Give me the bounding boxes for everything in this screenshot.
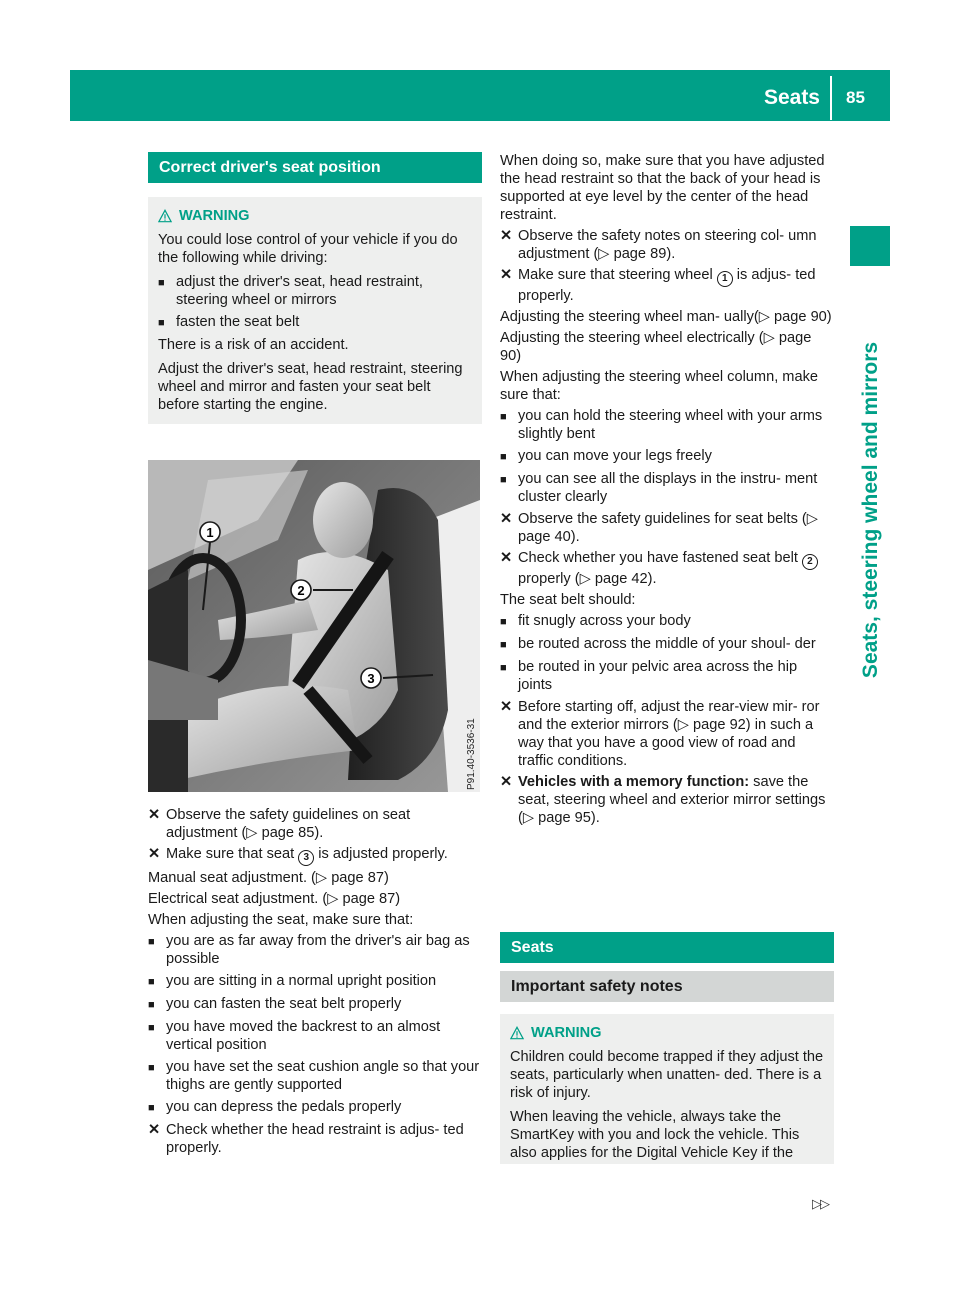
wheel-manual-ref: Adjusting the steering wheel man- ually(▷ page 90)	[500, 309, 832, 325]
action-step: ✕ Observe the safety guidelines on seat adjustment (▷ page 85).	[148, 807, 411, 841]
section-title-seats: Seats	[500, 932, 834, 963]
when-adjusting-seat: When adjusting the seat, make sure that:	[148, 912, 414, 928]
action-step: ✕ Observe the safety guidelines for seat belts (▷ page 40).	[500, 511, 819, 545]
head-restraint-note: When doing so, make sure that you have adjusted the head restraint so that the back of your head is supported at eye level by the center of the head restraint.	[500, 153, 825, 223]
next-page-arrows: ▷▷	[812, 1196, 828, 1211]
list-item: ■ you can hold the steering wheel with your arms slightly bent	[500, 408, 823, 442]
left-column	[148, 152, 482, 424]
list-item: ■ you can see all the displays in the instru- ment cluster clearly	[500, 471, 818, 505]
right-column	[500, 152, 834, 830]
list-item: ■ you can fasten the seat belt properly	[148, 996, 402, 1012]
action-step: ✕ Before starting off, adjust the rear-view mir- ror and the exterior mirrors (▷ page 92) in such a way that you have a good view of road and traffic conditions.	[500, 699, 820, 769]
belt-should: The seat belt should:	[500, 592, 636, 608]
section-title-driver-seat: Correct driver's seat position	[148, 152, 482, 183]
action-step: ✕ Observe the safety notes on steering col- umn adjustment (▷ page 89).	[500, 228, 817, 262]
warning-label: WARNING	[179, 208, 250, 224]
list-item: ■ fit snugly across your body	[500, 613, 691, 629]
list-item: ■ be routed in your pelvic area across the hip joints	[500, 659, 798, 693]
list-item: ■ adjust the driver's seat, head restraint, steering wheel or mirrors	[158, 274, 423, 308]
header-section-title: Seats	[763, 86, 820, 109]
seats-section	[500, 932, 834, 1164]
warning-heading	[510, 1024, 824, 1042]
callout-ref-1: 1	[717, 271, 733, 287]
action-step: ✕ Make sure that steering wheel 1 is adjus- ted properly.	[500, 267, 816, 304]
when-adjusting-column: When adjusting the steering wheel column, make sure that:	[500, 369, 818, 403]
driver-seat-illustration	[148, 460, 480, 792]
action-step: ✕ Make sure that seat 3 is adjusted properly.	[148, 845, 482, 866]
warning-risk: There is a risk of an accident.	[158, 337, 349, 353]
svg-text:1: 1	[206, 525, 214, 540]
list-item: ■ you are sitting in a normal upright position	[148, 973, 437, 989]
warning-box	[148, 197, 482, 424]
side-tab-marker	[850, 226, 890, 266]
callout-ref-3: 3	[298, 850, 314, 866]
action-step: ✕ Vehicles with a memory function: save the seat, steering wheel and exterior mirror settings (▷ page 95).	[500, 774, 826, 826]
list-item: ■ you have moved the backrest to an almost vertical position	[148, 1019, 441, 1053]
list-item: ■ you are as far away from the driver's air bag as possible	[148, 933, 470, 967]
action-step: ✕ Check whether you have fastened seat belt 2 properly (▷ page 42).	[500, 549, 834, 588]
figure-code: P91.40-3536-31	[466, 718, 477, 790]
callout-1	[200, 522, 220, 542]
warning-children-text: Children could become trapped if they adjust the seats, particularly when unatten- ded. There is a risk of injury.	[510, 1049, 824, 1101]
action-step: ✕ Check whether the head restraint is adjus- ted properly.	[148, 1122, 464, 1156]
warning-label: WARNING	[531, 1025, 602, 1041]
page-number: 85	[846, 88, 865, 107]
warning-intro: You could lose control of your vehicle if you do the following while driving:	[158, 232, 458, 266]
list-item: ■ fasten the seat belt	[158, 314, 300, 330]
warning-advice: Adjust the driver's seat, head restraint, steering wheel and mirror and fasten your seat belt before starting the engine.	[158, 361, 463, 413]
warning-triangle-icon	[510, 1026, 524, 1040]
callout-3	[361, 668, 381, 688]
callout-2	[291, 580, 311, 600]
warning-heading	[158, 207, 472, 225]
left-column-steps	[148, 803, 482, 1160]
electrical-seat-ref: Electrical seat adjustment. (▷ page 87)	[148, 891, 401, 907]
svg-text:2: 2	[297, 583, 305, 598]
manual-seat-ref: Manual seat adjustment. (▷ page 87)	[148, 870, 389, 886]
warning-smartkey-text: When leaving the vehicle, always take the SmartKey with you and lock the vehicle. This also applies for the Digital Vehicle Key if the	[510, 1109, 800, 1161]
list-item: ■ you can move your legs freely	[500, 448, 712, 464]
warning-box-children	[500, 1014, 834, 1164]
list-item: ■ you have set the seat cushion angle so that your thighs are gently supported	[148, 1059, 480, 1093]
header-divider	[830, 76, 832, 120]
list-item: ■ be routed across the middle of your shoul- der	[500, 636, 816, 652]
subsection-title-safety: Important safety notes	[500, 971, 834, 1002]
wheel-electric-ref: Adjusting the steering wheel electrically (▷ page 90)	[500, 330, 812, 364]
side-chapter-label: Seats, steering wheel and mirrors	[859, 341, 882, 679]
warning-triangle-icon	[158, 209, 172, 223]
callout-ref-2: 2	[802, 554, 818, 570]
svg-text:3: 3	[367, 671, 375, 686]
list-item: ■ you can depress the pedals properly	[148, 1099, 402, 1115]
